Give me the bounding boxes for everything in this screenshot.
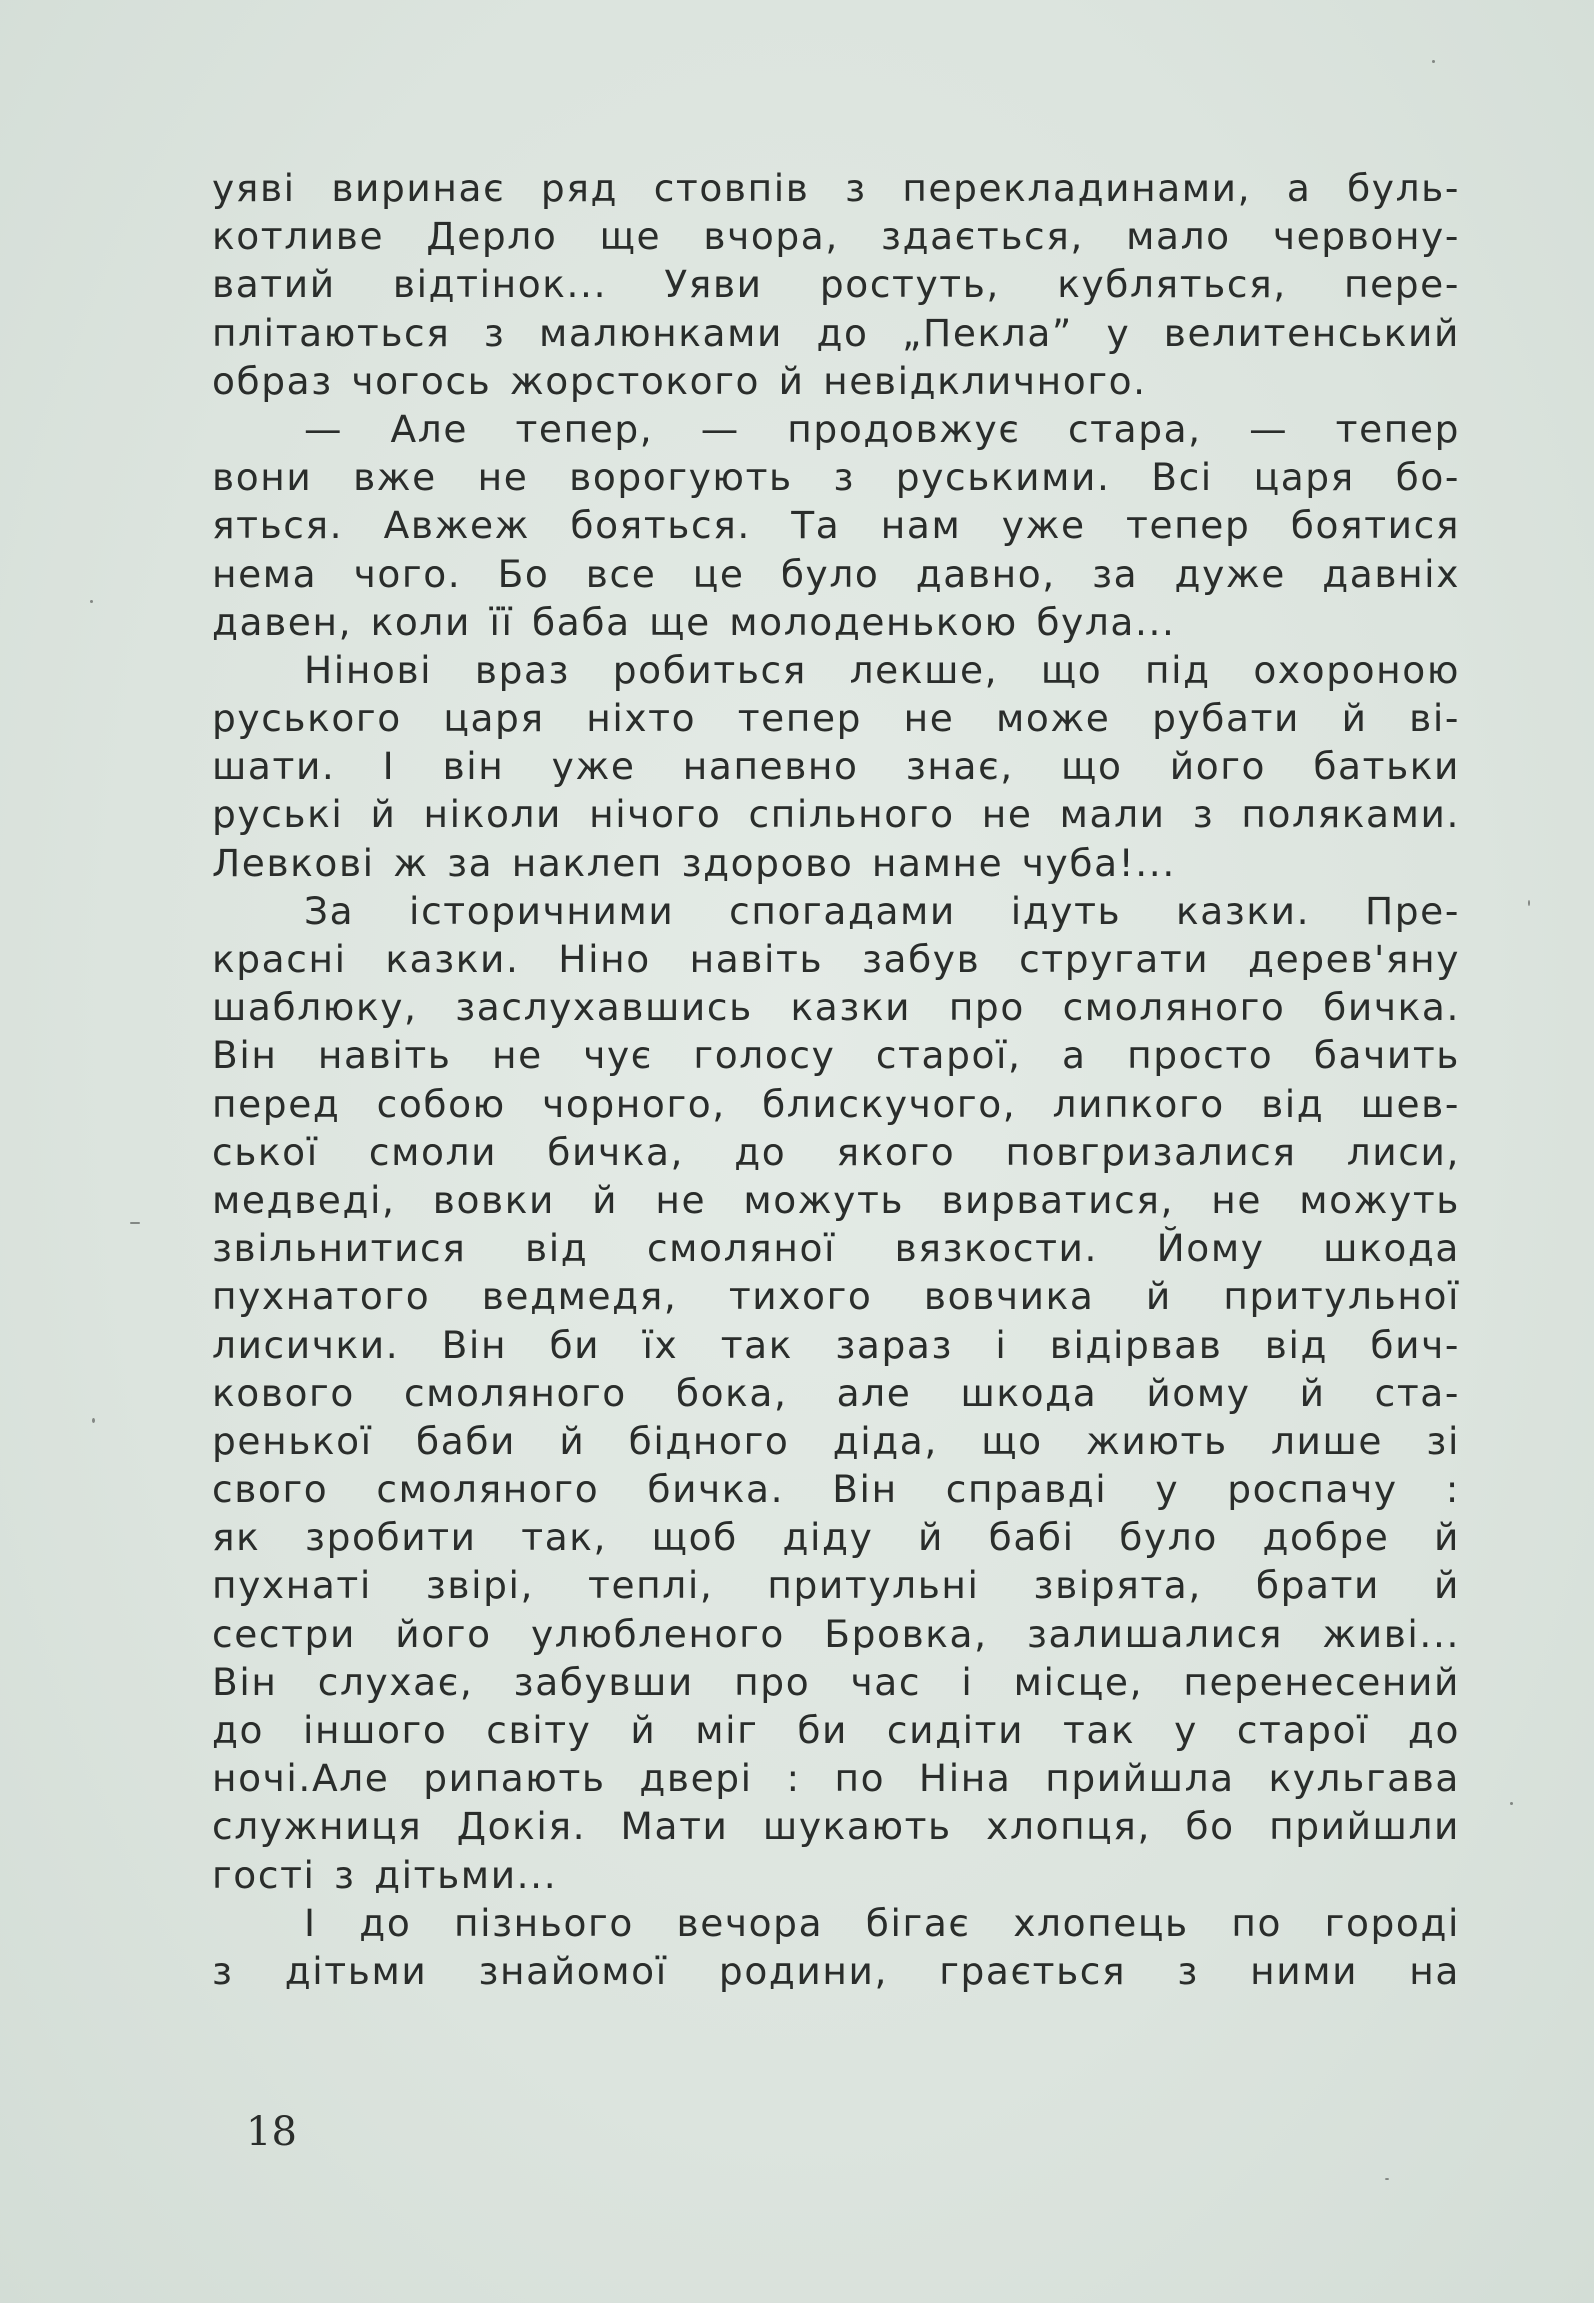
page-number: 18	[246, 2109, 297, 2155]
text-line: медведі, вовки й не можуть вирватися, не можуть	[212, 1177, 1460, 1222]
paragraph	[212, 164, 1460, 405]
text-line: вони вже не ворогують з руськими. Всі царя бо-	[212, 455, 1460, 500]
text-line: сестри його улюбленого Бровка, залишалися живі...	[212, 1611, 1460, 1656]
paper-speck	[90, 600, 93, 603]
paper-speck	[1510, 1802, 1513, 1805]
paper-speck	[1432, 60, 1435, 63]
text-line: ночі.Але рипають двері : по Ніна прийшла кульгава	[212, 1756, 1460, 1801]
text-line: плітаються з малюнками до „Пекла” у велитенський	[212, 310, 1460, 355]
text-line: красні казки. Ніно навіть забув стругати дерев'яну	[212, 937, 1460, 981]
text-line: ської смоли бичка, до якого повгризалися лиси,	[212, 1129, 1460, 1174]
text-line: — Але тепер, — продовжує стара, — тепер	[304, 406, 1460, 451]
text-line: звільнитися від смоляної вязкости. Йому шкода	[212, 1226, 1460, 1271]
paper-speck	[92, 1418, 95, 1423]
text-line: гості з дітьми...	[212, 1852, 558, 1897]
body-text	[212, 164, 1460, 1995]
text-line: до іншого світу й міг би сидіти так у старої до	[212, 1708, 1460, 1752]
text-line: лисички. Він би їх так зараз і відірвав від бич-	[212, 1322, 1460, 1367]
text-line: І до пізнього вечора бігає хлопець по городі	[304, 1900, 1460, 1945]
text-line: Нінові враз робиться лекше, що під охороною	[304, 647, 1460, 692]
text-line: пухнаті звірі, теплі, притульні звірята, брати й	[212, 1563, 1460, 1608]
paper-speck	[1528, 900, 1530, 906]
paper-speck	[130, 1222, 140, 1224]
text-line: уяві виринає ряд стовпів з перекладинами, а буль-	[212, 166, 1460, 210]
text-line: свого смоляного бичка. Він справді у роспачу :	[212, 1467, 1460, 1512]
text-line: ватий відтінок... Уяви ростуть, кубляться, пере-	[212, 262, 1460, 307]
text-line: давен, коли її баба ще молоденькою була...	[212, 599, 1176, 644]
text-line: Левкові ж за наклеп здорово намне чуба!...	[212, 840, 1176, 885]
text-line: котливе Дерло ще вчора, здається, мало червону-	[212, 214, 1460, 259]
text-line: служниця Докія. Мати шукають хлопця, бо прийшли	[212, 1804, 1460, 1849]
text-line: Він навіть не чує голосу старої, а просто бачить	[212, 1033, 1460, 1078]
text-line: Він слухає, забувши про час і місце, перенесений	[212, 1659, 1460, 1704]
text-line: перед собою чорного, блискучого, липкого від шев-	[212, 1081, 1460, 1126]
text-line: шати. І він уже напевно знає, що його батьки	[212, 744, 1460, 789]
paragraph	[212, 646, 1460, 887]
text-line: пухнатого ведмедя, тихого вовчика й притульної	[212, 1274, 1460, 1319]
text-line: руські й ніколи нічого спільного не мали з поляками.	[212, 792, 1460, 837]
paper-speck	[1385, 2178, 1389, 2180]
text-line: з дітьми знайомої родини, грається з ними на	[212, 1948, 1460, 1993]
text-line: руського царя ніхто тепер не може рубати й ві-	[212, 696, 1460, 741]
text-line: За історичними спогадами ідуть казки. Пре-	[304, 888, 1460, 933]
paragraph	[212, 1899, 1460, 1995]
text-line: як зробити так, щоб діду й бабі було добре й	[212, 1515, 1460, 1560]
text-line: ренької баби й бідного діда, що жиють лише зі	[212, 1418, 1460, 1463]
text-line: кового смоляного бока, але шкода йому й ста-	[212, 1370, 1460, 1415]
text-line: образ чогось жорстокого й невідкличного.	[212, 358, 1147, 403]
text-line: яться. Авжеж бояться. Та нам уже тепер боятися	[212, 503, 1460, 548]
paragraph	[212, 405, 1460, 646]
text-line: шаблюку, заслухавшись казки про смоляного бичка.	[212, 985, 1460, 1030]
paragraph	[212, 887, 1460, 1899]
text-line: нема чого. Бо все це було давно, за дуже давніх	[212, 551, 1460, 596]
